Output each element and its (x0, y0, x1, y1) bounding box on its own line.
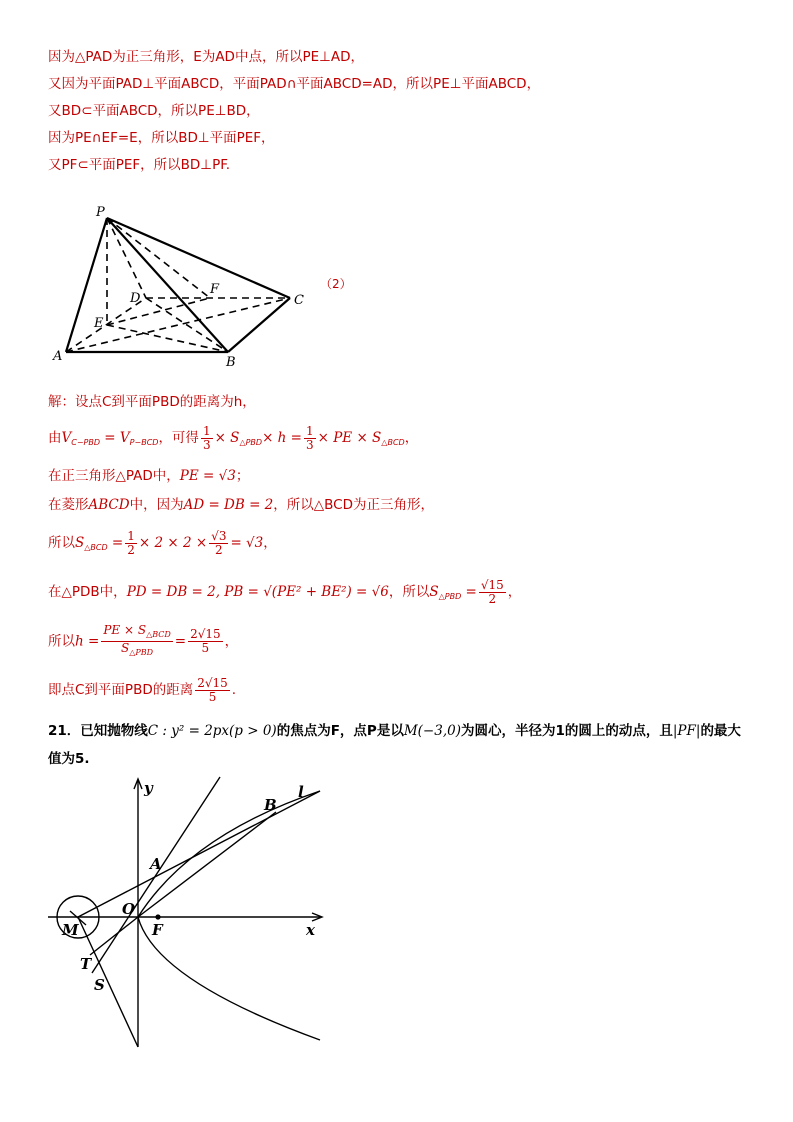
text: 的最大 (700, 723, 741, 739)
proof-line-5: 又PF⊂平面PEF，所以BD⊥PF. (48, 157, 231, 173)
label-A: A (53, 349, 63, 364)
math: × h = (262, 430, 302, 446)
math: C : y² = 2px(p > 0) (147, 723, 277, 739)
denominator (101, 642, 172, 659)
numerator: 2√15 (190, 627, 221, 641)
math: × 2 × 2 × (138, 535, 208, 551)
text: 由 (48, 430, 62, 446)
focus-point (155, 914, 160, 919)
math: = (461, 584, 477, 600)
line-OT (90, 917, 138, 955)
parabola-figure (40, 775, 330, 1050)
subscript: △BCD (381, 438, 405, 447)
denominator: 2 (214, 542, 223, 557)
problem-21-line-2: 值为5. (48, 751, 90, 767)
math: = (174, 633, 187, 650)
math: × PE × S (317, 430, 382, 446)
text: . (231, 682, 237, 698)
proof-line-1: 因为△PAD为正三角形，E为AD中点，所以PE⊥AD， (48, 49, 365, 65)
text: ； (235, 468, 250, 484)
math: h = (75, 633, 100, 650)
text: 为圆心，半径为1的圆上的动点，且 (460, 723, 673, 739)
denominator: 5 (201, 641, 210, 655)
text: 21．已知抛物线 (48, 723, 148, 739)
edge-AD (66, 298, 146, 352)
edge-PC (107, 218, 290, 298)
label-B: B (226, 355, 236, 370)
figure-label: （2） (320, 277, 352, 291)
proof-line-3: 又BD⊂平面ABCD，所以PE⊥BD， (48, 103, 260, 119)
denominator: 5 (208, 689, 217, 704)
math: × S (214, 430, 240, 446)
text: ， (263, 535, 277, 551)
label-B: B (264, 796, 277, 814)
denominator: 2 (488, 591, 497, 606)
denominator: 3 (305, 437, 314, 452)
denominator: 2 (127, 542, 135, 557)
fraction (201, 425, 213, 452)
solution-line-7 (48, 624, 238, 659)
numerator: 1 (127, 528, 135, 543)
edge-PA (66, 218, 107, 352)
solution-line-8 (48, 674, 236, 706)
label-E: E (94, 316, 104, 331)
math: PE × S (103, 623, 147, 637)
edge-PD (107, 218, 146, 298)
label-S: S (94, 976, 105, 994)
text: 即点C到平面PBD的距离 (48, 682, 194, 698)
label-l: l (298, 783, 304, 801)
math-eq: = V (100, 430, 130, 446)
label-A: A (150, 855, 162, 873)
label-D: D (130, 291, 141, 306)
text: 中，因为 (129, 497, 184, 513)
proof-line-2: 又因为平面PAD⊥平面ABCD，平面PAD∩平面ABCD=AD，所以PE⊥平面ABCD， (48, 76, 541, 92)
text: 所以 (48, 633, 75, 650)
fraction (304, 425, 316, 452)
label-M: M (62, 921, 79, 939)
label-O: O (122, 900, 136, 918)
text: ， (404, 430, 419, 446)
label-F: F (210, 282, 220, 297)
math: S (429, 584, 439, 600)
subscript: P−BCD (129, 438, 159, 447)
label-C: C (294, 293, 304, 308)
numerator: √3 (211, 528, 227, 543)
solution-line-2 (48, 424, 418, 457)
subscript: C−PBD (71, 438, 101, 447)
math-v: V (61, 430, 72, 446)
subscript: △PBD (438, 592, 462, 601)
fraction (479, 579, 506, 606)
pyramid-figure (50, 200, 360, 370)
numerator: 1 (202, 423, 211, 438)
edge-PF (107, 218, 210, 298)
math: M(−3,0) (403, 723, 461, 739)
solution-line-5 (48, 528, 277, 563)
text: 在△PDB中， (48, 584, 127, 600)
text: 的焦点为F，点P是以 (276, 723, 404, 739)
numerator (101, 624, 172, 642)
subscript: △BCD (146, 630, 171, 639)
math: PE = √3 (179, 468, 236, 484)
proof-line-4: 因为PE∩EF=E，所以BD⊥平面PEF， (48, 130, 275, 146)
subscript: △PBD (129, 648, 154, 657)
line-OA-steep (92, 777, 220, 973)
text: ， (224, 633, 239, 650)
math: PD = DB = 2, PB = √(PE² + BE²) = √6 (126, 584, 389, 600)
solution-line-4 (48, 496, 434, 514)
subscript: △PBD (239, 438, 263, 447)
label-y: y (144, 779, 153, 797)
numerator: √15 (480, 577, 504, 592)
label-F: F (152, 921, 163, 939)
subscript: △BCD (84, 543, 108, 552)
fraction (101, 624, 172, 659)
numerator: 1 (305, 423, 314, 438)
text: 在正三角形△PAD中， (48, 468, 180, 484)
solution-line-6 (48, 577, 521, 612)
label-P: P (96, 205, 105, 220)
denominator: 3 (202, 437, 211, 452)
text: ， (507, 584, 522, 600)
math: = (107, 535, 124, 551)
math: |PF| (672, 723, 701, 739)
text: 在菱形 (48, 497, 89, 513)
text: ，所以 (388, 584, 430, 600)
text: ，所以△BCD为正三角形， (273, 497, 435, 513)
fraction (195, 677, 230, 704)
parabola-upper (138, 791, 320, 917)
math: AD = DB = 2 (183, 497, 274, 513)
text: 所以 (48, 535, 75, 551)
parabola-lower (138, 917, 320, 1040)
label-x: x (306, 921, 315, 939)
fraction (188, 628, 223, 655)
fraction (125, 530, 137, 557)
solution-line-1: 解：设点C到平面PBD的距离为h， (48, 394, 256, 410)
math: S (121, 641, 130, 655)
line-MS (78, 917, 138, 1047)
math: ABCD (88, 497, 130, 513)
math: = √3 (230, 535, 264, 551)
fraction (209, 530, 228, 557)
text: ，可得 (158, 430, 199, 446)
solution-line-3 (48, 467, 249, 485)
problem-21-line-1 (48, 722, 741, 740)
math: S (75, 535, 85, 551)
label-T: T (80, 955, 92, 973)
numerator: 2√15 (197, 675, 228, 690)
